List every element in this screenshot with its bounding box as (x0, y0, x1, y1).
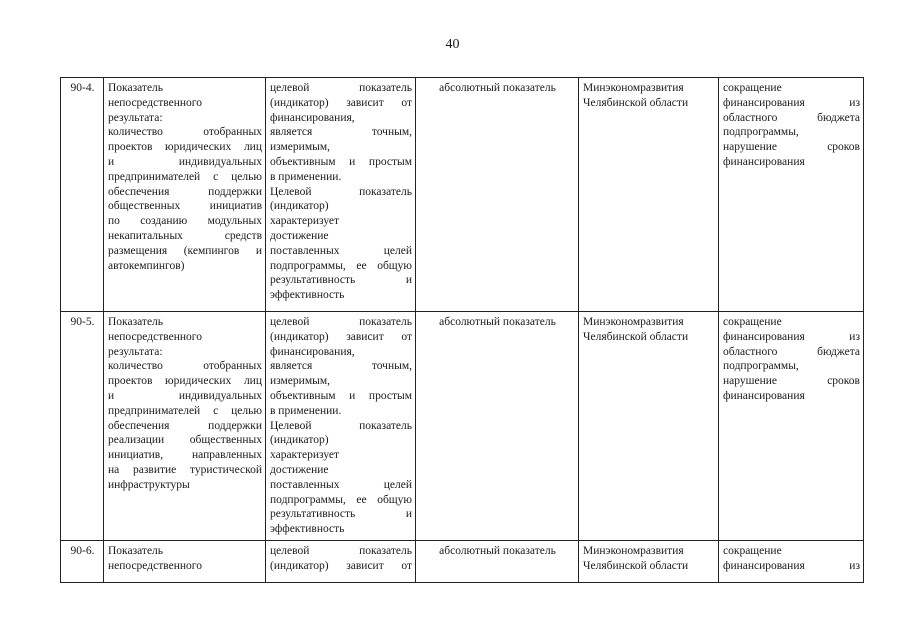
row-number: 90-6. (70, 545, 95, 557)
table-row (61, 541, 864, 583)
cell-line: областного бюджета (723, 111, 860, 124)
cell-line: предпринимателей с целью (108, 404, 262, 417)
cell-indicator-description (266, 312, 416, 541)
cell-line: областного бюджета (723, 345, 860, 358)
cell-responsible (579, 541, 719, 583)
cell-line: непосредственного (108, 330, 202, 343)
cell-line: (индикатор) зависит от (270, 559, 412, 572)
cell-responsible (579, 312, 719, 541)
cell-indicator-name (104, 541, 266, 583)
cell-line: размещения (кемпингов и (108, 244, 262, 257)
cell-line: количество отобранных (108, 360, 262, 373)
cell-row-number (61, 78, 104, 312)
cell-line: проектов юридических лиц (108, 375, 262, 388)
cell-line: нарушение сроков (723, 141, 860, 154)
cell-line: сокращение (723, 82, 782, 94)
cell-indicator-type (416, 312, 579, 541)
cell-line: абсолютный показатель (439, 316, 556, 328)
cell-line: сокращение (723, 545, 782, 557)
cell-line: финансирования из (723, 330, 860, 343)
cell-line: достижение (270, 463, 329, 476)
cell-line: финансирования из (723, 559, 860, 572)
cell-indicator-description (266, 541, 416, 583)
cell-line: результата: (108, 111, 163, 124)
table-row (61, 312, 864, 541)
cell-line: абсолютный показатель (439, 82, 556, 94)
cell-line: эффективность (270, 523, 345, 536)
cell-line: достижение (270, 229, 329, 242)
cell-risk (719, 541, 864, 583)
cell-line: Целевой показатель (270, 185, 412, 198)
cell-line: абсолютный показатель (439, 545, 556, 557)
cell-line: объективным и простым (270, 155, 412, 168)
cell-line: общественных инициатив (108, 200, 262, 213)
cell-line: количество отобранных (108, 126, 262, 139)
table-row (61, 78, 864, 312)
cell-line: финансирования, (270, 111, 355, 124)
cell-line: Минэкономразвития (583, 545, 684, 557)
cell-responsible (579, 78, 719, 312)
cell-line: (индикатор) (270, 200, 329, 213)
cell-line: в применении. (270, 404, 342, 417)
cell-line: Челябинской области (583, 559, 689, 572)
cell-indicator-type (416, 541, 579, 583)
row-number: 90-4. (70, 82, 95, 94)
cell-line: эффективность (270, 289, 345, 302)
row-number: 90-5. (70, 316, 95, 328)
cell-line: (индикатор) зависит от (270, 96, 412, 109)
cell-line: результата: (108, 345, 163, 358)
cell-line: и индивидуальных (108, 389, 262, 402)
cell-line: характеризует (270, 215, 340, 228)
cell-line: измеримым, (270, 141, 330, 154)
cell-line: в применении. (270, 170, 342, 183)
cell-line: подпрограммы, ее общую (270, 493, 412, 506)
cell-line: Челябинской области (583, 96, 689, 109)
cell-line: является точным, (270, 126, 412, 139)
cell-line: Минэкономразвития (583, 316, 684, 328)
cell-line: результативность и (270, 508, 412, 521)
cell-row-number (61, 541, 104, 583)
cell-line: (индикатор) (270, 434, 329, 447)
cell-line: некапитальных средств (108, 229, 262, 242)
cell-line: является точным, (270, 360, 412, 373)
cell-line: на развитие туристической (108, 463, 262, 476)
cell-line: Показатель (108, 316, 164, 328)
cell-line: нарушение сроков (723, 375, 860, 388)
page-number: 40 (445, 37, 460, 52)
cell-line: автокемпингов) (108, 259, 185, 272)
cell-line: Челябинской области (583, 330, 689, 343)
cell-line: подпрограммы, ее общую (270, 259, 412, 272)
cell-line: характеризует (270, 449, 340, 462)
cell-risk (719, 78, 864, 312)
cell-line: финансирования из (723, 96, 860, 109)
cell-line: измеримым, (270, 375, 330, 388)
cell-indicator-name (104, 312, 266, 541)
cell-line: результативность и (270, 274, 412, 287)
cell-line: непосредственного (108, 559, 202, 572)
cell-line: поставленных целей (270, 478, 412, 491)
cell-risk (719, 312, 864, 541)
cell-line: Целевой показатель (270, 419, 412, 432)
cell-line: (индикатор) зависит от (270, 330, 412, 343)
cell-indicator-type (416, 78, 579, 312)
cell-line: сокращение (723, 316, 782, 328)
cell-line: финансирования (723, 389, 805, 402)
cell-line: инициатив, направленных (108, 449, 262, 462)
indicators-table (60, 77, 864, 583)
cell-line: целевой показатель (270, 545, 412, 557)
cell-line: проектов юридических лиц (108, 141, 262, 154)
cell-line: обеспечения поддержки (108, 185, 262, 198)
cell-line: реализации общественных (108, 434, 262, 447)
cell-line: Минэкономразвития (583, 82, 684, 94)
cell-line: объективным и простым (270, 389, 412, 402)
cell-line: инфраструктуры (108, 478, 190, 491)
cell-line: и индивидуальных (108, 155, 262, 168)
cell-line: целевой показатель (270, 82, 412, 94)
cell-line: Показатель (108, 82, 164, 94)
cell-line: обеспечения поддержки (108, 419, 262, 432)
cell-line: поставленных целей (270, 244, 412, 257)
cell-indicator-name (104, 78, 266, 312)
cell-line: предпринимателей с целью (108, 170, 262, 183)
cell-line: подпрограммы, (723, 360, 799, 373)
cell-line: непосредственного (108, 96, 202, 109)
cell-line: финансирования, (270, 345, 355, 358)
cell-line: подпрограммы, (723, 126, 799, 139)
cell-row-number (61, 312, 104, 541)
cell-line: Показатель (108, 545, 164, 557)
cell-line: по созданию модульных (108, 215, 262, 228)
cell-line: целевой показатель (270, 316, 412, 328)
cell-line: финансирования (723, 155, 805, 168)
cell-indicator-description (266, 78, 416, 312)
